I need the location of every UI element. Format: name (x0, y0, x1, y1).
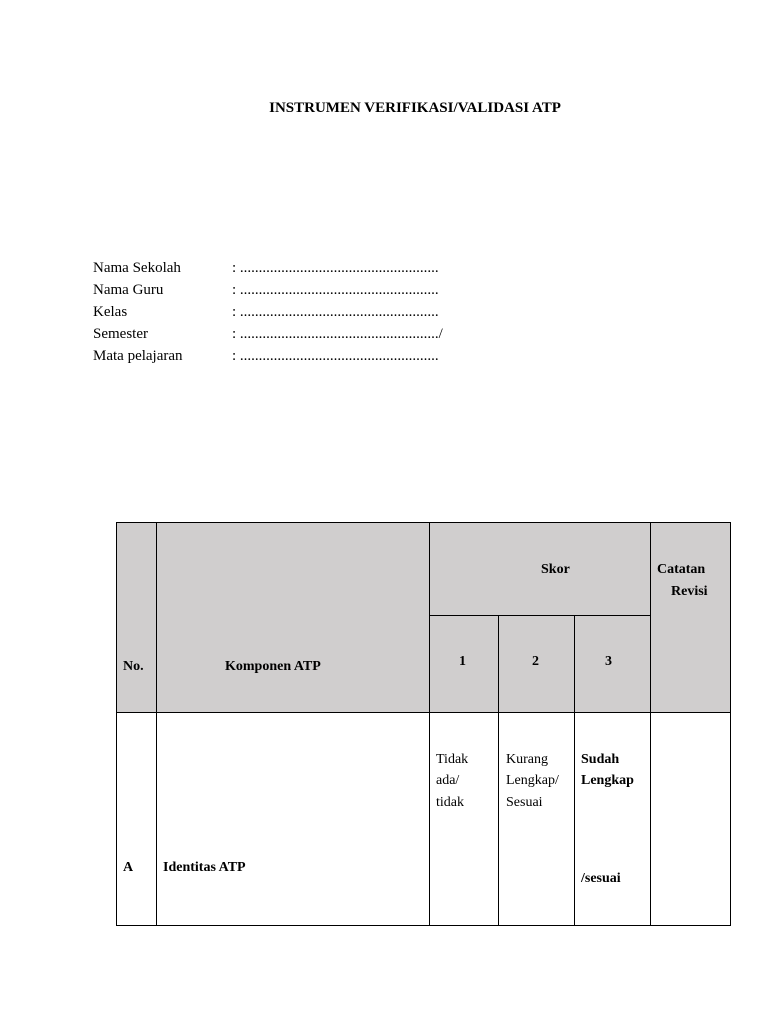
header-komponen (156, 522, 430, 713)
field-value: : ..................................................... (232, 304, 439, 320)
score-3-line: Sudah (581, 752, 620, 767)
row-a-score-2 (498, 712, 575, 926)
header-catatan-label-2: Revisi (671, 584, 708, 599)
document-title: INSTRUMEN VERIFIKASI/VALIDASI ATP (269, 100, 561, 116)
score-col-label: 2 (532, 654, 539, 669)
header-score-2 (498, 615, 575, 713)
score-3-line: /sesuai (581, 871, 621, 886)
header-skor (429, 522, 651, 616)
row-a-score-3 (574, 712, 651, 926)
row-a-catatan (650, 712, 731, 926)
verification-table (116, 522, 731, 926)
score-2-line: Lengkap/ (506, 773, 559, 788)
header-skor-label: Skor (541, 562, 570, 577)
header-catatan-label-1: Catatan (657, 562, 706, 577)
score-col-label: 3 (605, 654, 612, 669)
field-label: Kelas (93, 304, 128, 320)
score-2-line: Kurang (506, 752, 548, 767)
score-1-line: Tidak (436, 752, 469, 767)
field-label: Nama Sekolah (93, 260, 181, 276)
score-col-label: 1 (459, 654, 466, 669)
row-a-score-1 (429, 712, 499, 926)
score-1-line: ada/ (436, 773, 460, 788)
row-a-komponen (156, 712, 430, 926)
score-3-line: Lengkap (581, 773, 634, 788)
header-komponen-label: Komponen ATP (225, 659, 321, 674)
row-a-no-label: A (123, 860, 134, 875)
header-no (116, 522, 157, 713)
header-score-1 (429, 615, 499, 713)
field-label: Nama Guru (93, 282, 164, 298)
row-a-komponen-label: Identitas ATP (163, 860, 246, 875)
field-label: Semester (93, 326, 148, 342)
score-1-line: tidak (436, 795, 464, 810)
field-value: : ..................................................... (232, 348, 439, 364)
header-no-label: No. (123, 659, 144, 674)
field-label: Mata pelajaran (93, 348, 183, 364)
field-value: : ...................................................../ (232, 326, 443, 342)
row-a-no (116, 712, 157, 926)
score-2-line: Sesuai (506, 795, 543, 810)
header-catatan (650, 522, 731, 713)
field-value: : ..................................................... (232, 282, 439, 298)
header-score-3 (574, 615, 651, 713)
field-value: : ..................................................... (232, 260, 439, 276)
